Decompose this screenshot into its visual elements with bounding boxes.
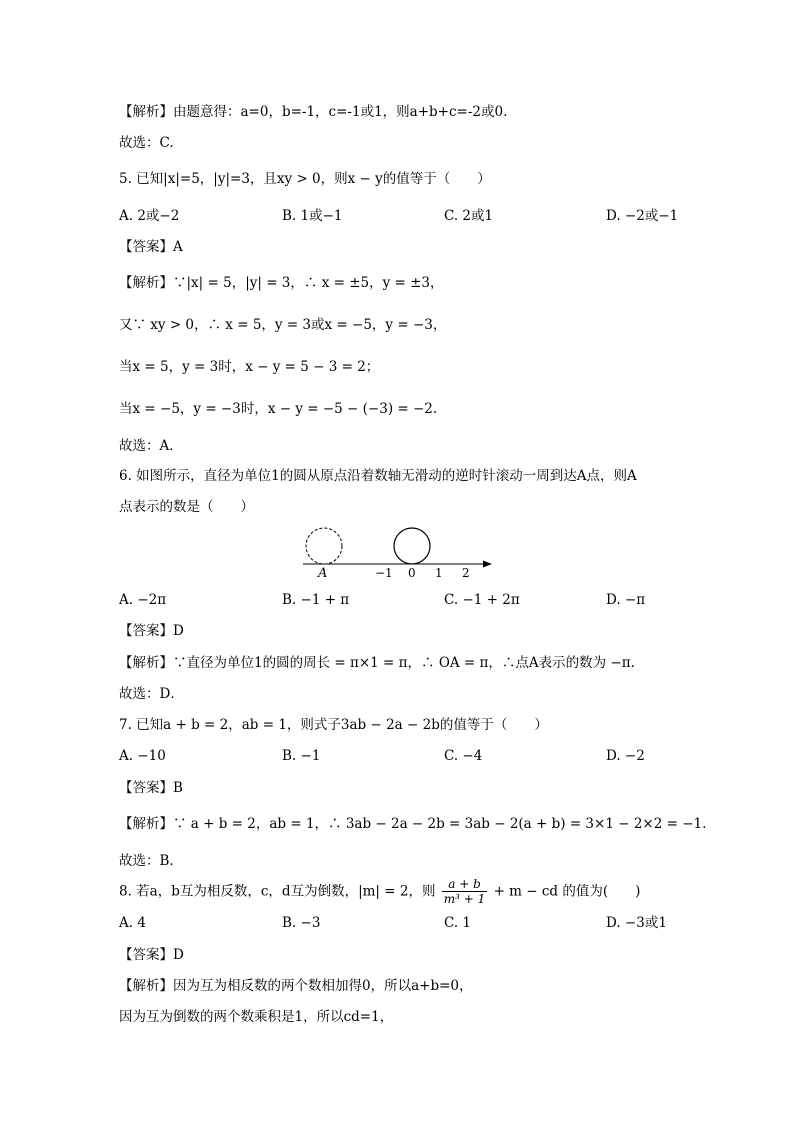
answer-choice-line: 故选：C. xyxy=(119,135,174,151)
q8-answer: 【答案】D xyxy=(119,947,184,963)
question-6: 6. 如图所示，直径为单位1的圆从原点沿着数轴无滑动的逆时针滚动一周到达A点，则A xyxy=(119,468,637,484)
option-b: B. 1或−1 xyxy=(282,208,343,224)
tick-label: 2 xyxy=(462,566,470,580)
option-b: B. −1 + π xyxy=(282,592,350,608)
question-5: 5. 已知|x|=5，|y|=3，且xy > 0，则x − y的值等于（ ） xyxy=(119,171,491,187)
number-line-figure xyxy=(295,522,500,580)
tick-label: −1 xyxy=(375,566,393,580)
q6-solution: 【解析】∵直径为单位1的圆的周长 = π×1 = π，∴ OA = π，∴点A表示的数为 −π. xyxy=(119,655,635,671)
q8-text: 8. 若a，b互为相反数，c，d互为倒数，|m| = 2，则 xyxy=(119,883,436,900)
q8-fraction xyxy=(442,877,488,906)
q7-options xyxy=(119,747,679,765)
point-a-label: A xyxy=(318,566,328,580)
solid-circle xyxy=(394,528,430,564)
option-b: B. −3 xyxy=(282,915,321,931)
tick-label: 0 xyxy=(408,566,416,580)
question-6-cont: 点表示的数是（ ） xyxy=(119,499,254,515)
q5-choice: 故选：A． xyxy=(119,438,183,454)
option-c: C. −4 xyxy=(444,748,483,764)
dashed-circle xyxy=(306,528,342,564)
fraction-numerator: a + b xyxy=(442,877,488,892)
q5-solution-3: 当x = 5，y = 3时，x − y = 5 − 3 = 2； xyxy=(119,359,380,375)
q6-choice: 故选：D． xyxy=(119,686,184,702)
option-c: C. 1 xyxy=(444,915,472,931)
fraction-denominator: m³ + 1 xyxy=(443,892,486,906)
option-d: D. −2或−1 xyxy=(606,208,679,224)
q5-options xyxy=(119,207,679,225)
q6-options xyxy=(119,591,679,609)
option-a: A. 2或−2 xyxy=(119,208,180,224)
question-7: 7. 已知a + b = 2，ab = 1，则式子3ab − 2a − 2b的值等于（ ） xyxy=(119,717,548,733)
option-d: D. −2 xyxy=(606,748,645,764)
q6-answer: 【答案】D xyxy=(119,623,184,639)
solution-line: 【解析】由题意得：a=0，b=-1，c=-1或1，则a+b+c=-2或0. xyxy=(119,104,508,120)
question-8 xyxy=(119,877,640,907)
q8-solution-1: 【解析】因为互为相反数的两个数相加得0，所以a+b=0， xyxy=(119,978,473,994)
q5-answer: 【答案】A xyxy=(119,239,183,255)
q8-solution-2: 因为互为倒数的两个数乘积是1，所以cd=1， xyxy=(119,1009,394,1025)
option-a: A. 4 xyxy=(119,915,146,931)
q5-solution-4: 当x = −5，y = −3时，x − y = −5 − (−3) = −2. xyxy=(119,401,438,417)
q7-answer: 【答案】B xyxy=(119,780,183,796)
option-a: A. −10 xyxy=(119,748,166,764)
q7-choice: 故选：B． xyxy=(119,853,183,869)
q5-solution-1: 【解析】∵|x| = 5，|y| = 3，∴ x = ±5，y = ±3， xyxy=(119,275,444,291)
option-c: C. 2或1 xyxy=(444,208,494,224)
q8-tail: + m − cd 的值为( ) xyxy=(493,883,641,900)
tick-label: 1 xyxy=(435,566,443,580)
option-d: D. −3或1 xyxy=(606,915,667,931)
q5-solution-2: 又∵ xy > 0，∴ x = 5，y = 3或x = −5，y = −3， xyxy=(119,317,447,333)
option-c: C. −1 + 2π xyxy=(444,592,520,608)
option-a: A. −2π xyxy=(119,592,167,608)
option-b: B. −1 xyxy=(282,748,321,764)
axis-arrow xyxy=(483,561,492,568)
q7-solution: 【解析】∵ a + b = 2，ab = 1，∴ 3ab − 2a − 2b = 3ab − 2(a + b) = 3×1 − 2×2 = −1. xyxy=(119,816,707,832)
q8-options xyxy=(119,914,679,932)
option-d: D. −π xyxy=(606,592,646,608)
